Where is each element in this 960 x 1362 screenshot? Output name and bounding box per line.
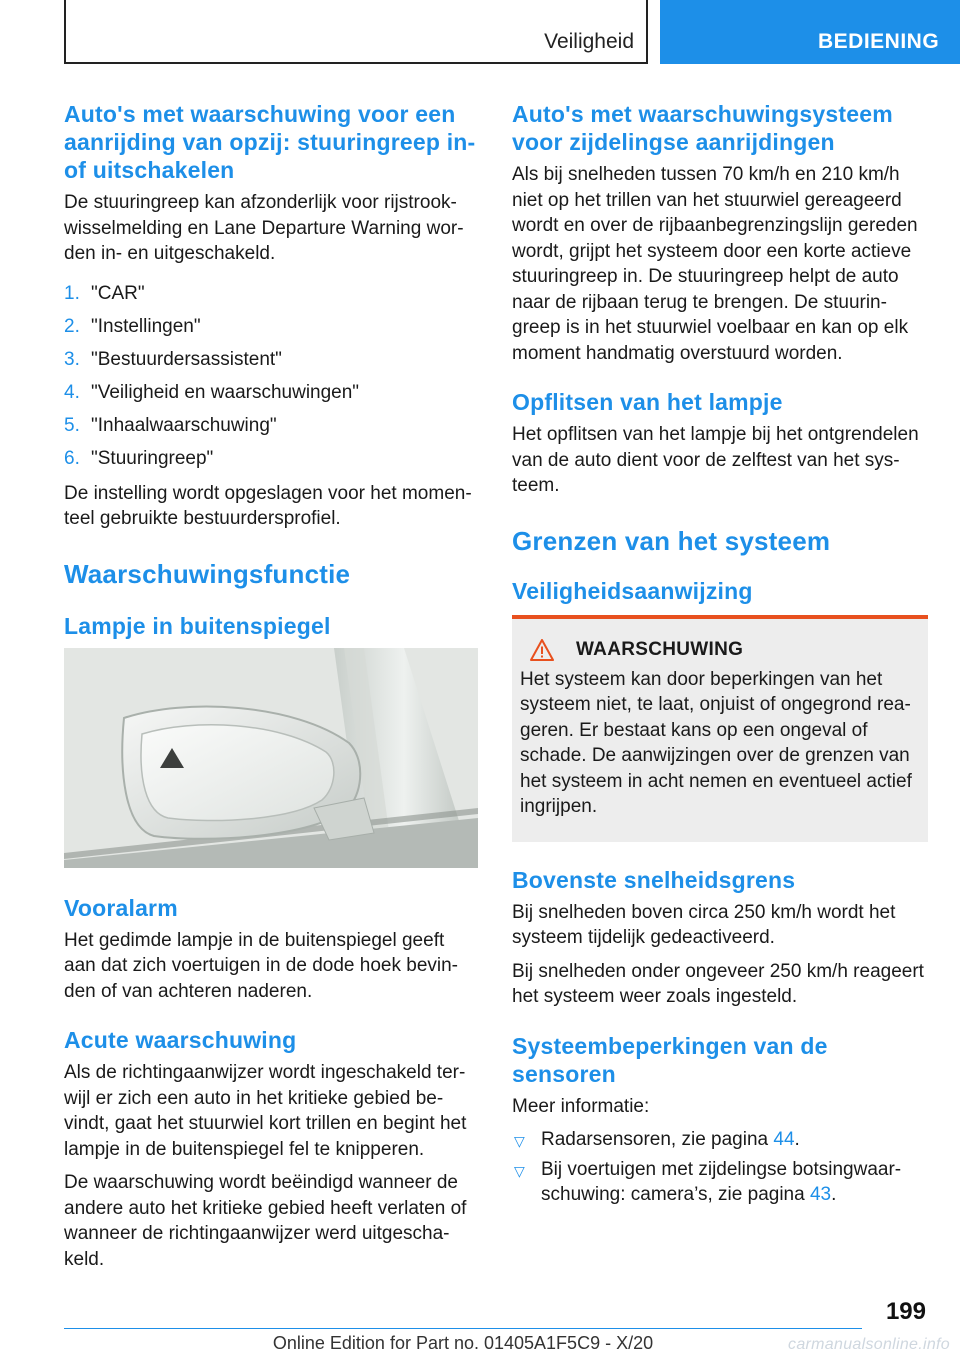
text-acute-warning-1: Als de richtingaanwijzer wordt ingeschakeld ter- wijl er zich een auto in het kritieke gebied be- vindt, gaat het stuurwiel kort trillen en begint het lampje in de buitenspiegel fel te knipperen. (64, 1062, 467, 1160)
warning-title: WAARSCHUWING (576, 638, 744, 660)
heading-system-limits: Grenzen van het systeem (512, 525, 831, 556)
header-chapter-title: BEDIENING (818, 30, 940, 53)
list-item: ▽ Radarsensoren, zie pagina 44. (512, 1127, 928, 1153)
page-link-43[interactable]: 43 (809, 1184, 832, 1205)
list-item: 1. "CAR" (64, 282, 145, 304)
page-link-44[interactable]: 44 (773, 1129, 795, 1150)
footer-edition: Online Edition for Part no. 01405A1F5C9 - X/20 (272, 1333, 654, 1353)
heading-safety-note: Veiligheidsaanwijzing (512, 577, 753, 604)
heading-side-collision: Auto's met waarschuwingsysteem voor zijdelingse aanrijdingen (512, 101, 893, 155)
list-item: 5. "Inhaalwaarschuwing" (64, 414, 277, 436)
warning-text: Het systeem kan door beperkingen van het systeem niet, te laat, onjuist of ongegrond rea- geren. Er bestaat kans op een ongeval of schade. De aanwijzingen over de grenzen van het systeem in acht nemen en eventueel actief ingrijpen. (520, 668, 912, 817)
reference-list (512, 1127, 928, 1208)
list-item: ▽ Bij voertuigen met zijdelingse botsingwaar- schuwing: camera’s, zie pagina 43. (514, 1158, 902, 1205)
settings-steps-list (64, 277, 478, 475)
heading-prealarm: Vooralarm (64, 894, 178, 921)
mirror-illustration (64, 648, 478, 868)
text-acute-warning-2: De waarschuwing wordt beëindigd wanneer de andere auto het kritieke gebied heeft verlaten of wanneer de richtingaanwijzer werd uitgescha- keld. (64, 1172, 467, 1270)
text-lamp-flash: Het opflitsen van het lampje bij het ontgrendelen van de auto dient voor de zelftest van het sys- teem. (512, 424, 919, 496)
header-chapter-box (660, 0, 960, 64)
heading-lamp-flash: Opflitsen van het lampje (512, 389, 783, 415)
left-column (64, 100, 478, 1280)
text-settings-saved: De instelling wordt opgeslagen voor het momen- teel gebruikte bestuurdersprofiel. (64, 482, 472, 529)
side-mirror-image (64, 648, 478, 868)
heading-steering-intervention: Auto's met waarschuwing voor een aanrijding van opzij: stuuringreep in- of uitschakelen (64, 101, 476, 183)
warning-box (512, 615, 928, 842)
triangle-bullet-icon: ▽ (514, 1162, 525, 1179)
heading-acute-warning: Acute waarschuwing (64, 1027, 297, 1053)
text-steering-intervention: De stuuringreep kan afzonderlijk voor rijstrook- wisselmelding en Lane Departure Warning wor- den in- en uitgeschakeld. (64, 192, 464, 264)
watermark-text: carmanualsonline.info (788, 1336, 950, 1353)
warning-header (530, 639, 920, 661)
text-side-collision: Als bij snelheden tussen 70 km/h en 210 km/h niet op het trillen van het stuurwiel gereageerd wordt en over de rijbaanbegrenzingslijn gereden wordt, grijpt het systeem door een korte actieve stuuringreep in. De stuuringreep helpt de auto naar de rijbaan terug te brengen. De stuurin- greep is in het stuurwiel voelbaar en kan op elk moment handmatig overstuurd worden. (512, 164, 918, 364)
text-prealarm: Het gedimde lampje in de buitenspiegel geeft aan dat zich voertuigen in de dode hoek bevin- den of van achteren naderen. (64, 929, 458, 1002)
heading-upper-speed-limit: Bovenste snelheidsgrens (512, 866, 796, 893)
header-section-box (64, 0, 648, 64)
list-item: 6. "Stuuringreep" (64, 447, 214, 469)
footer-divider (64, 1328, 862, 1329)
page-number: 199 (885, 1298, 926, 1325)
triangle-bullet-icon: ▽ (514, 1133, 525, 1149)
text-more-info: Meer informatie: (512, 1095, 650, 1117)
heading-warning-function: Waarschuwingsfunctie (64, 558, 351, 589)
list-item: 4. "Veiligheid en waarschuwingen" (64, 381, 360, 403)
right-column (512, 100, 928, 1212)
header-section-title: Veiligheid (544, 30, 634, 53)
warning-triangle-icon (530, 639, 554, 661)
list-item: 2. "Instellingen" (64, 315, 201, 337)
heading-sensor-limits: Systeembeperkingen van de sensoren (512, 1032, 828, 1087)
list-item: 3. "Bestuurdersassistent" (64, 348, 282, 370)
text-upper-speed-1: Bij snelheden boven circa 250 km/h wordt het systeem tijdelijk gedeactiveerd. (512, 901, 896, 948)
text-upper-speed-2: Bij snelheden onder ongeveer 250 km/h reageert het systeem weer zoals ingesteld. (512, 960, 924, 1007)
heading-mirror-lamp: Lampje in buitenspiegel (64, 612, 331, 639)
